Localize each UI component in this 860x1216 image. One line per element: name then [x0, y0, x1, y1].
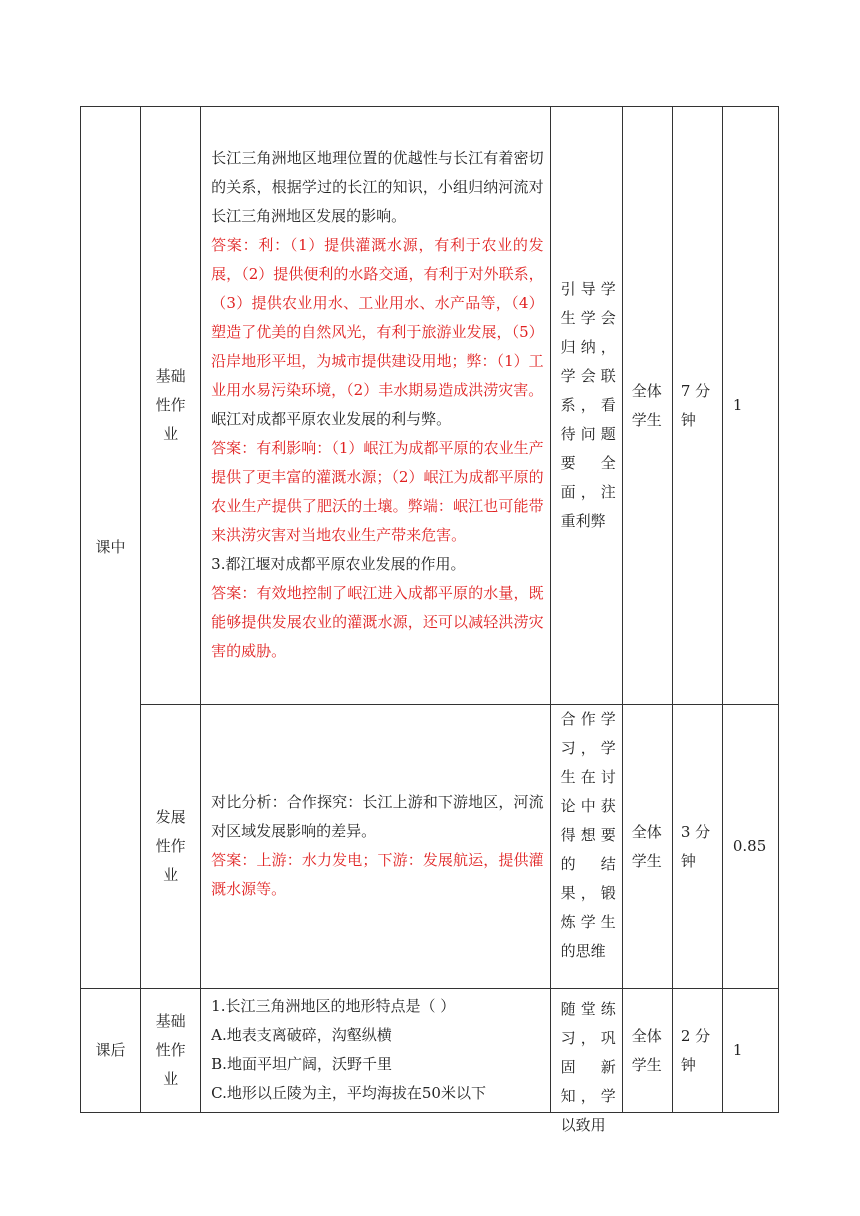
homework-type-cell — [141, 989, 201, 1113]
table-row — [81, 989, 779, 1113]
table-row — [81, 107, 779, 705]
answer-text: 答案：上游：水力发电；下游：发展航运，提供灌溉水源等。 — [211, 851, 544, 898]
design-intent-text: 随堂练习，巩固新知，学以致用 — [560, 999, 616, 1134]
score-cell: 1 — [722, 107, 778, 705]
stage-cell-in-class: 课中 — [81, 107, 141, 989]
time-cell: 2 分钟 — [672, 989, 722, 1113]
design-intent-cell: 引导学生学会归纳，学会联系，看待问题要全面，注重利弊 — [550, 107, 622, 705]
question-text: 长江三角洲地区地理位置的优越性与长江有着密切的关系，根据学过的长江的知识，小组归纳河流对长江三角洲地区发展的影响。 — [211, 149, 544, 225]
question-text: 3.都江堰对成都平原农业发展的作用。 — [211, 555, 466, 573]
answer-text: 答案：利：（1）提供灌溉水源，有利于农业的发展，（2）提供便利的水路交通，有利于对外联系，（3）提供农业用水、工业用水、水产品等，（4）塑造了优美的自然风光，有利于旅游业发展，（5）沿岸地形平坦，为城市提供建设用地；弊：（1）工业用水易污染环境，（2）丰水期易造成洪涝灾害。 — [211, 236, 544, 399]
option-a: A.地表支离破碎，沟壑纵横 — [211, 1026, 392, 1044]
option-c: C.地形以丘陵为主，平均海拔在50米以下 — [211, 1084, 486, 1102]
design-intent-cell — [550, 989, 622, 1134]
homework-type-cell — [141, 705, 201, 989]
table-row — [81, 705, 779, 989]
question-text: 岷江对成都平原农业发展的利与弊。 — [211, 410, 452, 428]
option-b: B.地面平坦广阔，沃野千里 — [211, 1055, 392, 1073]
time-cell: 7 分钟 — [672, 107, 722, 705]
target-students-cell: 全体学生 — [622, 107, 672, 705]
score-cell: 0.85 — [722, 705, 778, 989]
homework-design-table — [80, 106, 779, 1134]
target-students-cell: 全体学生 — [622, 989, 672, 1113]
time-cell: 3 分钟 — [672, 705, 722, 989]
homework-content-cell — [201, 705, 551, 989]
homework-type-label: 基础性作业 — [155, 367, 186, 443]
question-text: 1.长江三角洲地区的地形特点是（ ） — [211, 997, 456, 1015]
target-students-cell: 全体学生 — [622, 705, 672, 989]
answer-text: 答案：有效地控制了岷江进入成都平原的水量，既能够提供发展农业的灌溉水源，还可以减轻洪涝灾害的威胁。 — [211, 584, 544, 660]
design-intent-cell: 合作学习，学生在讨论中获得想要的结果，锻炼学生的思维 — [550, 705, 622, 989]
question-text: 对比分析：合作探究：长江上游和下游地区，河流对区域发展影响的差异。 — [211, 793, 544, 840]
answer-text: 答案：有利影响：（1）岷江为成都平原的农业生产提供了更丰富的灌溉水源；（2）岷江为成都平原的农业生产提供了肥沃的土壤。弊端：岷江也可能带来洪涝灾害对当地农业生产带来危害。 — [211, 439, 544, 544]
homework-type-label: 发展性作业 — [155, 808, 186, 884]
homework-content-cell — [201, 107, 551, 705]
homework-content-cell — [201, 989, 551, 1113]
stage-cell-after-class: 课后 — [81, 989, 141, 1113]
score-cell: 1 — [722, 989, 778, 1113]
homework-type-cell — [141, 107, 201, 705]
homework-type-label: 基础性作业 — [155, 1012, 186, 1088]
